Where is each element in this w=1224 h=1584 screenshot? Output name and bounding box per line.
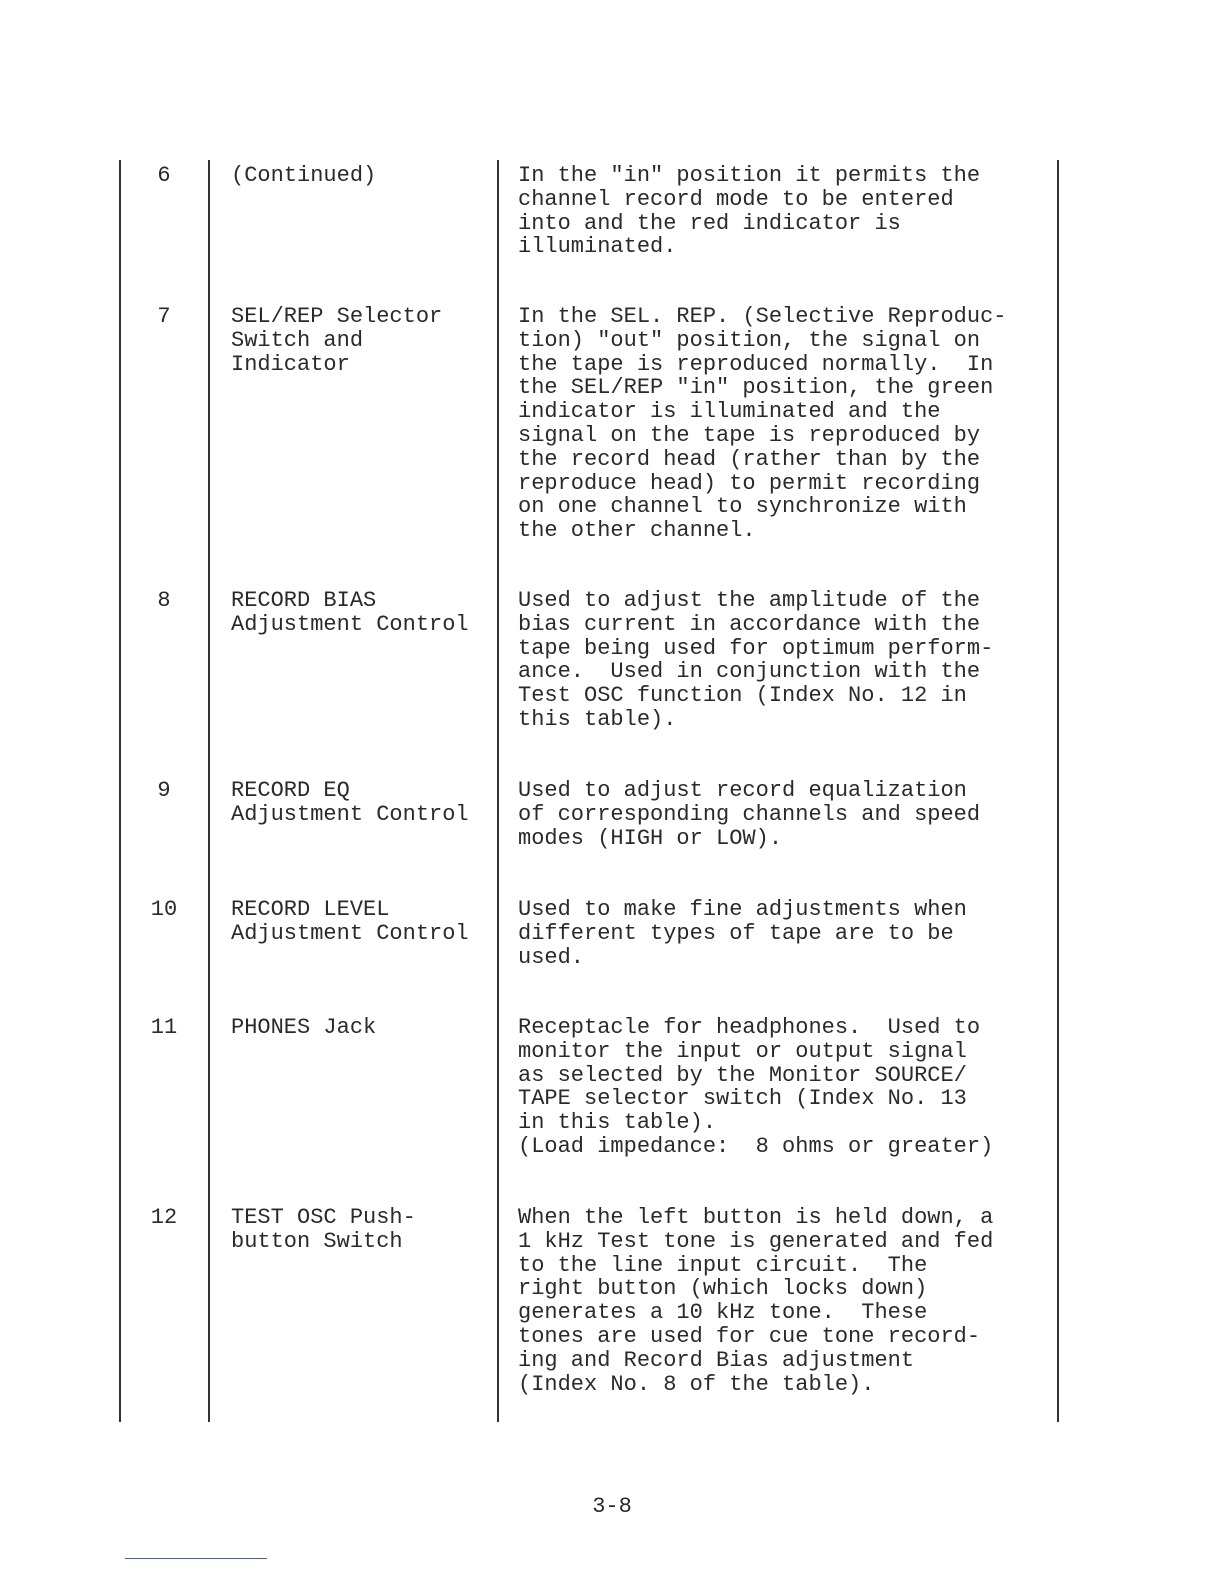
control-description: Used to make fine adjustments when different types of tape are to be used. xyxy=(518,897,967,970)
control-name: SEL/REP Selector Switch and Indicator xyxy=(231,304,443,377)
table-divider-index xyxy=(208,160,210,1422)
control-description: When the left button is held down, a 1 kHz Test tone is generated and fed to the line input circuit. The right button (which locks down) generates a 10 kHz tone. These tones are used for cue tone record- ing and Record Bias adjustment (Index No. 8 of the table). xyxy=(518,1205,994,1397)
control-description: In the "in" position it permits the channel record mode to be entered into and the red indicator is illuminated. xyxy=(518,163,981,260)
index-number: 11 xyxy=(150,1015,178,1040)
index-number: 9 xyxy=(157,778,171,803)
control-name: RECORD EQ Adjustment Control xyxy=(231,778,469,827)
index-number: 7 xyxy=(157,304,171,329)
index-number: 6 xyxy=(157,163,171,188)
control-description: Used to adjust record equalization of corresponding channels and speed modes (HIGH or LOW). xyxy=(518,778,981,851)
table-divider-name xyxy=(497,160,499,1422)
index-number: 12 xyxy=(150,1205,178,1230)
index-number: 10 xyxy=(150,897,178,922)
index-number: 8 xyxy=(157,588,171,613)
control-description: In the SEL. REP. (Selective Reproduc- tion) "out" position, the signal on the tape is reproduced normally. In the SEL/REP "in" position, the green indicator is illuminated and the signal on the tape is reproduced by the record head (rather than by the reproduce head) to permit recording on one channel to synchronize with the other channel. xyxy=(518,304,1007,544)
control-description: Used to adjust the amplitude of the bias current in accordance with the tape being used for optimum perform- ance. Used in conjunction with the Test OSC function (Index No. 12 in this table). xyxy=(518,588,994,732)
control-name: PHONES Jack xyxy=(231,1015,377,1040)
control-name: TEST OSC Push- button Switch xyxy=(231,1205,416,1254)
footnote-rule xyxy=(125,1558,267,1559)
control-name: (Continued) xyxy=(231,163,377,188)
table-border-right xyxy=(1057,160,1059,1422)
page-number: 3-8 xyxy=(592,1494,632,1519)
control-name: RECORD BIAS Adjustment Control xyxy=(231,588,469,637)
control-description: Receptacle for headphones. Used to monitor the input or output signal as selected by the Monitor SOURCE/ TAPE selector switch (Index No. 13 in this table). (Load impedance: 8 ohms or greater) xyxy=(518,1015,994,1159)
control-name: RECORD LEVEL Adjustment Control xyxy=(231,897,469,946)
